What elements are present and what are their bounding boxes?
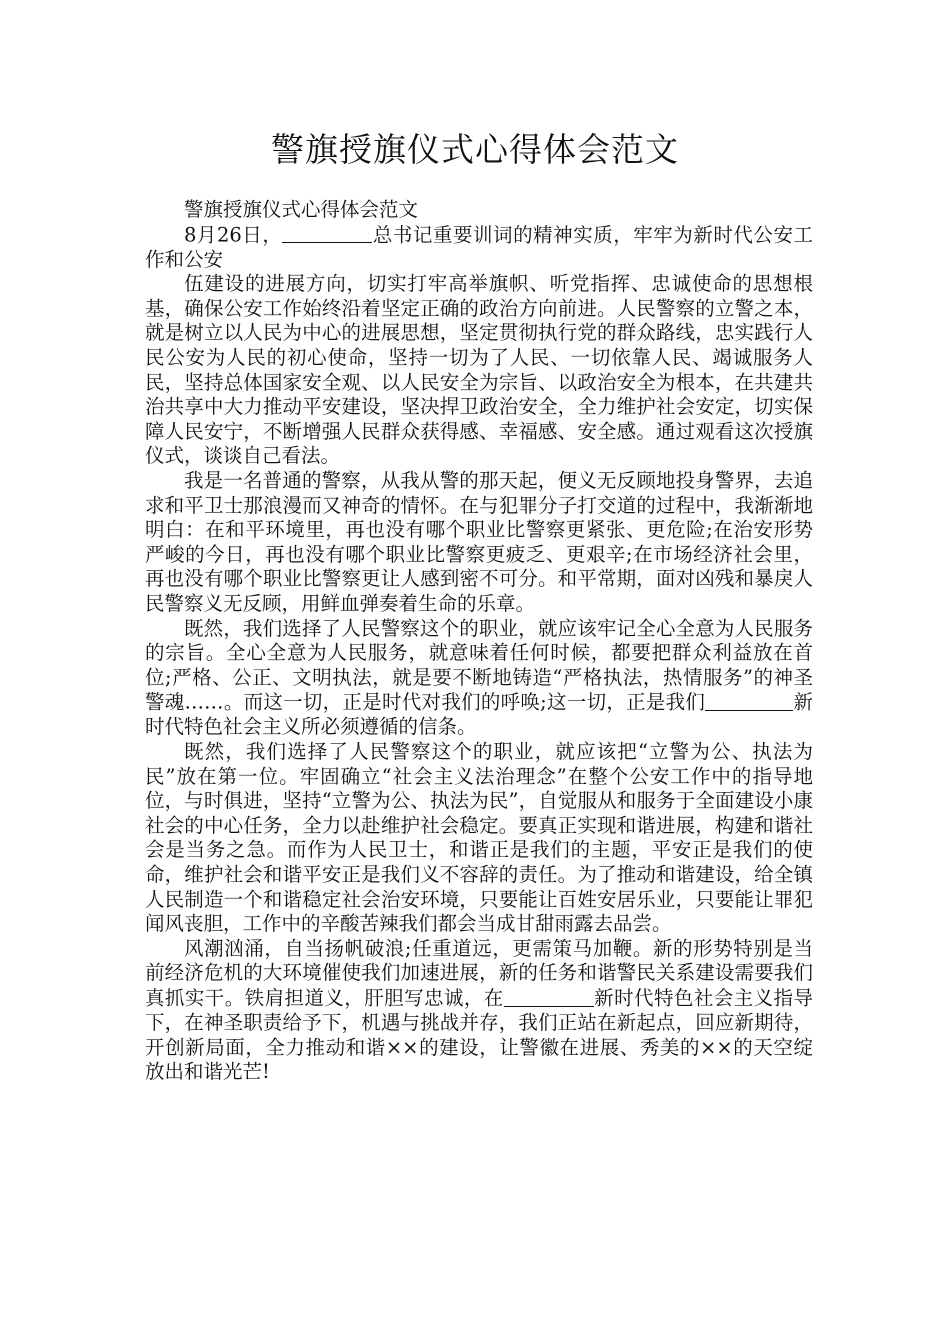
- paragraph-4: [145, 617, 813, 740]
- paragraph-1-part-a: 8月26日，: [184, 223, 283, 247]
- paragraph-2: 伍建设的进展方向，切实打牢高举旗帜、听党指挥、忠诚使命的思想根基，确保公安工作始终沿着坚定正确的政治方向前进。人民警察的立警之本，就是树立以人民为中心的进展思想，坚定贯彻执行党的群众路线，忠实践行人民公安为人民的初心使命，坚持一切为了人民、一切依靠人民、竭诚服务人民，坚持总体国家安全观、以人民安全为宗旨、以政治安全为根本，在共建共治共享中大力推动平安建设，坚决捍卫政治安全，全力维护社会安定，切实保障人民安宁，不断增强人民群众获得感、幸福感、安全感。通过观看这次授旗仪式，谈谈自己看法。: [145, 272, 813, 468]
- document-title: 警旗授旗仪式心得体会范文: [271, 130, 679, 169]
- paragraph-6-part-a: 风潮汹涌，自当扬帆破浪;任重道远，更需策马加鞭。新的形势特别是当前经济危机的大环境催使我们加速进展，新的任务和谐警民关系建设需要我们真抓实干。铁肩担道义，肝胆写忠诚，在: [145, 936, 813, 1010]
- blank-underline: [705, 690, 793, 711]
- paragraph-5: 既然，我们选择了人民警察这个的职业，就应该把“立警为公、执法为民”放在第一位。牢固确立“社会主义法治理念”在整个公安工作中的指导地位，与时俱进，坚持“立警为公、执法为民”，自觉服从和服务于全面建设小康社会的中心任务，全力以赴维护社会稳定。要真正实现和谐进展，构建和谐社会是当务之急。而作为人民卫士，和谐正是我们的主题，平安正是我们的使命，维护社会和谐平安正是我们义不容辞的责任。为了推动和谐建设，给全镇人民制造一个和谐稳定社会治安环境，只要能让百姓安居乐业，只要能让罪犯闻风丧胆，工作中的辛酸苦辣我们都会当成甘甜雨露去品尝。: [145, 740, 813, 936]
- blank-underline: [540, 986, 594, 1007]
- paragraph-4-part-b: 新时代特色社会主义所必须遵循的信条。: [145, 690, 813, 739]
- blank-underline: [504, 986, 540, 1007]
- subtitle-paragraph: 警旗授旗仪式心得体会范文: [184, 198, 419, 221]
- paragraph-1: [145, 223, 813, 273]
- paragraph-3: 我是一名普通的警察，从我从警的那天起，便义无反顾地投身警界，去追求和平卫士那浪漫而又神奇的情怀。在与犯罪分子打交道的过程中，我渐渐地明白：在和平环境里，再也没有哪个职业比警察更紧张、更危险;在治安形势严峻的今日，再也没有哪个职业比警察更疲乏、更艰辛;在市场经济社会里，再也没有哪个职业比警察更让人感到密不可分。和平常期，面对凶残和暴戾人民警察义无反顾，用鲜血弹奏着生命的乐章。: [145, 469, 813, 615]
- document-body: [145, 198, 813, 1085]
- paragraph-1-part-b: 总书记重要训词的精神实质，牢牢为新时代公安工作和公安: [145, 223, 813, 271]
- paragraph-4-part-a: 既然，我们选择了人民警察这个的职业，就应该牢记全心全意为人民服务的宗旨。全心全意为人民服务，就意味着任何时候，都要把群众利益放在首位;严格、公正、文明执法，就是要不断地铸造“严格执法，热情服务”的神圣警魂……。而这一切，正是时代对我们的呼唤;这一切，正是我们: [145, 616, 813, 714]
- paragraph-6: [145, 937, 813, 1085]
- paragraph-6-part-b: 新时代特色社会主义指导下，在神圣职责给予下，机遇与挑战并存，我们正站在新起点，回应新期待，开创新局面，全力推动和谐××的建设，让警徽在进展、秀美的××的天空绽放出和谐光芒!: [145, 986, 813, 1084]
- blank-underline: [282, 223, 372, 244]
